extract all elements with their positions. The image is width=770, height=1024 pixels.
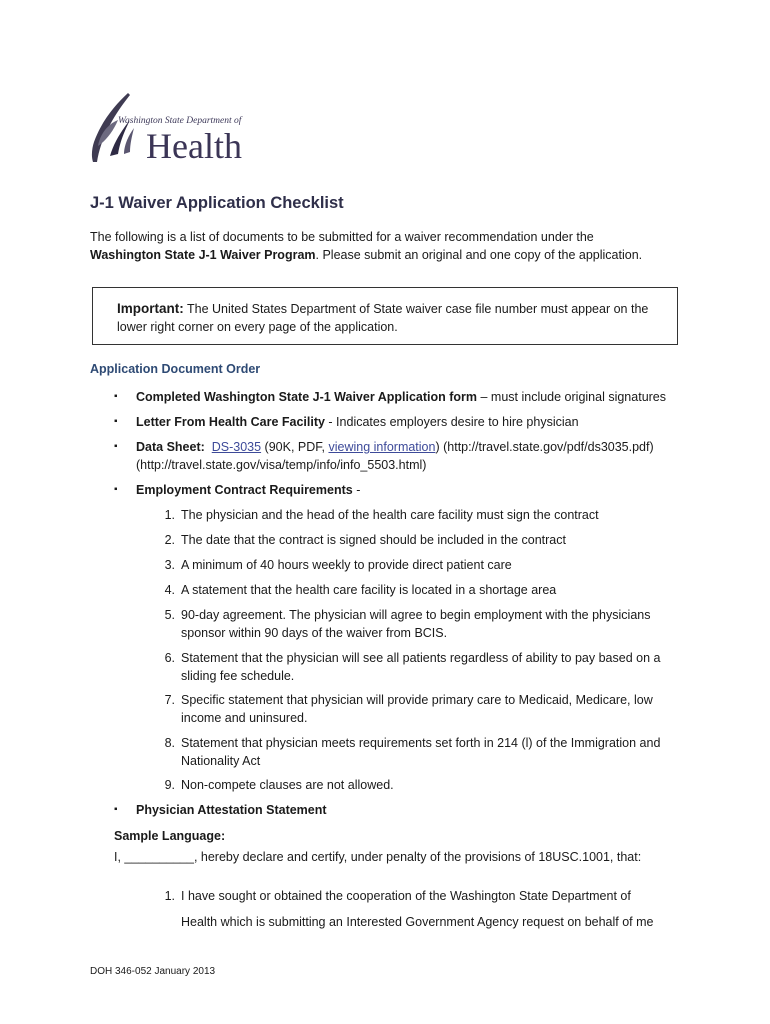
- list-item: Statement that the physician will see all patients regardless of ability to pay based on a sliding fee schedule.: [181, 651, 661, 683]
- bullet-data-sheet: [136, 438, 696, 474]
- ds3035-link[interactable]: DS-3035: [211, 440, 262, 454]
- list-item-number: 2.: [164, 533, 175, 547]
- intro-paragraph: [90, 229, 680, 264]
- list-item-number: 8.: [164, 736, 175, 750]
- bullet-contract-requirements: [136, 481, 696, 499]
- bullet-text: - Indicates employers desire to hire physician: [324, 415, 579, 429]
- section-heading: Application Document Order: [90, 362, 261, 376]
- list-item-number: 9.: [164, 778, 175, 792]
- logo-health-text: Health: [146, 126, 242, 166]
- list-item: Specific statement that physician will provide primary care to Medicaid, Medicare, low income and uninsured.: [181, 693, 653, 725]
- list-item: Statement that physician meets requirements set forth in 214 (l) of the Immigration and Nationality Act: [181, 736, 661, 768]
- bullet-application-form: [136, 388, 696, 406]
- list-item: The physician and the head of the health care facility must sign the contract: [181, 508, 599, 522]
- bullet-text: (90K, PDF,: [261, 440, 329, 454]
- bullet-bold-text: Physician Attestation Statement: [136, 803, 327, 817]
- bullet-facility-letter: [136, 413, 696, 431]
- bullet-marker: ▪: [114, 484, 118, 495]
- intro-text-before: The following is a list of documents to be submitted for a waiver recommendation under the: [90, 230, 594, 244]
- list-item: A statement that the health care facility is located in a shortage area: [181, 583, 557, 597]
- page-title: J-1 Waiver Application Checklist: [90, 194, 344, 212]
- sample-item-line: I have sought or obtained the cooperation of the Washington State Department of: [181, 889, 631, 903]
- list-item-number: 3.: [164, 558, 175, 572]
- bullet-marker: ▪: [114, 441, 118, 452]
- viewing-information-link[interactable]: viewing information: [328, 440, 436, 454]
- bullet-bold-text: Employment Contract Requirements: [136, 483, 353, 497]
- list-item: Non-compete clauses are not allowed.: [181, 778, 394, 792]
- bullet-text: ) (http://travel.state.gov/pdf/ds3035.pdf) (http://travel.state.gov/visa/temp/info/info_5503.html): [136, 440, 654, 472]
- bullet-marker: ▪: [114, 416, 118, 427]
- intro-program-name: Washington State J-1 Waiver Program: [90, 247, 316, 262]
- sample-item-line: Health which is submitting an Interested Government Agency request on behalf of me: [181, 915, 654, 929]
- list-item-number: 7.: [164, 693, 175, 707]
- intro-text-after: . Please submit an original and one copy of the application.: [315, 247, 643, 262]
- list-item: A minimum of 40 hours weekly to provide direct patient care: [181, 558, 512, 572]
- bullet-bold-text: Completed Washington State J-1 Waiver Application form: [136, 390, 478, 404]
- list-item-number: 1.: [164, 889, 175, 903]
- important-text: The United States Department of State waiver case file number must appear on the lower right corner on every page of the application.: [117, 302, 649, 334]
- list-item: The date that the contract is signed should be included in the contract: [181, 533, 566, 547]
- sample-declaration: I, __________, hereby declare and certify, under penalty of the provisions of 18USC.1001, that:: [114, 850, 642, 864]
- list-item-number: 1.: [164, 508, 175, 522]
- feather-icon: [88, 90, 148, 170]
- bullet-marker: ▪: [114, 391, 118, 402]
- bullet-bold-text: Letter From Health Care Facility: [136, 415, 325, 429]
- list-item-number: 5.: [164, 608, 175, 622]
- sample-language-label: Sample Language:: [114, 829, 226, 843]
- bullet-attestation-statement: [136, 801, 696, 819]
- list-item-number: 6.: [164, 651, 175, 665]
- document-footer: DOH 346-052 January 2013: [90, 966, 216, 977]
- list-item-number: 4.: [164, 583, 175, 597]
- list-item: 90-day agreement. The physician will agree to begin employment with the physicians sponsor within 90 days of the waiver from BCIS.: [181, 608, 651, 640]
- bullet-text: – must include original signatures: [477, 390, 667, 404]
- bullet-bold-text: Data Sheet:: [136, 440, 205, 454]
- important-label: Important:: [117, 301, 184, 316]
- important-notice-box: [92, 287, 678, 345]
- logo-department-text: Washington State Department of: [118, 116, 242, 126]
- bullet-text: -: [352, 483, 361, 497]
- bullet-marker: ▪: [114, 804, 118, 815]
- doh-logo: [88, 90, 258, 170]
